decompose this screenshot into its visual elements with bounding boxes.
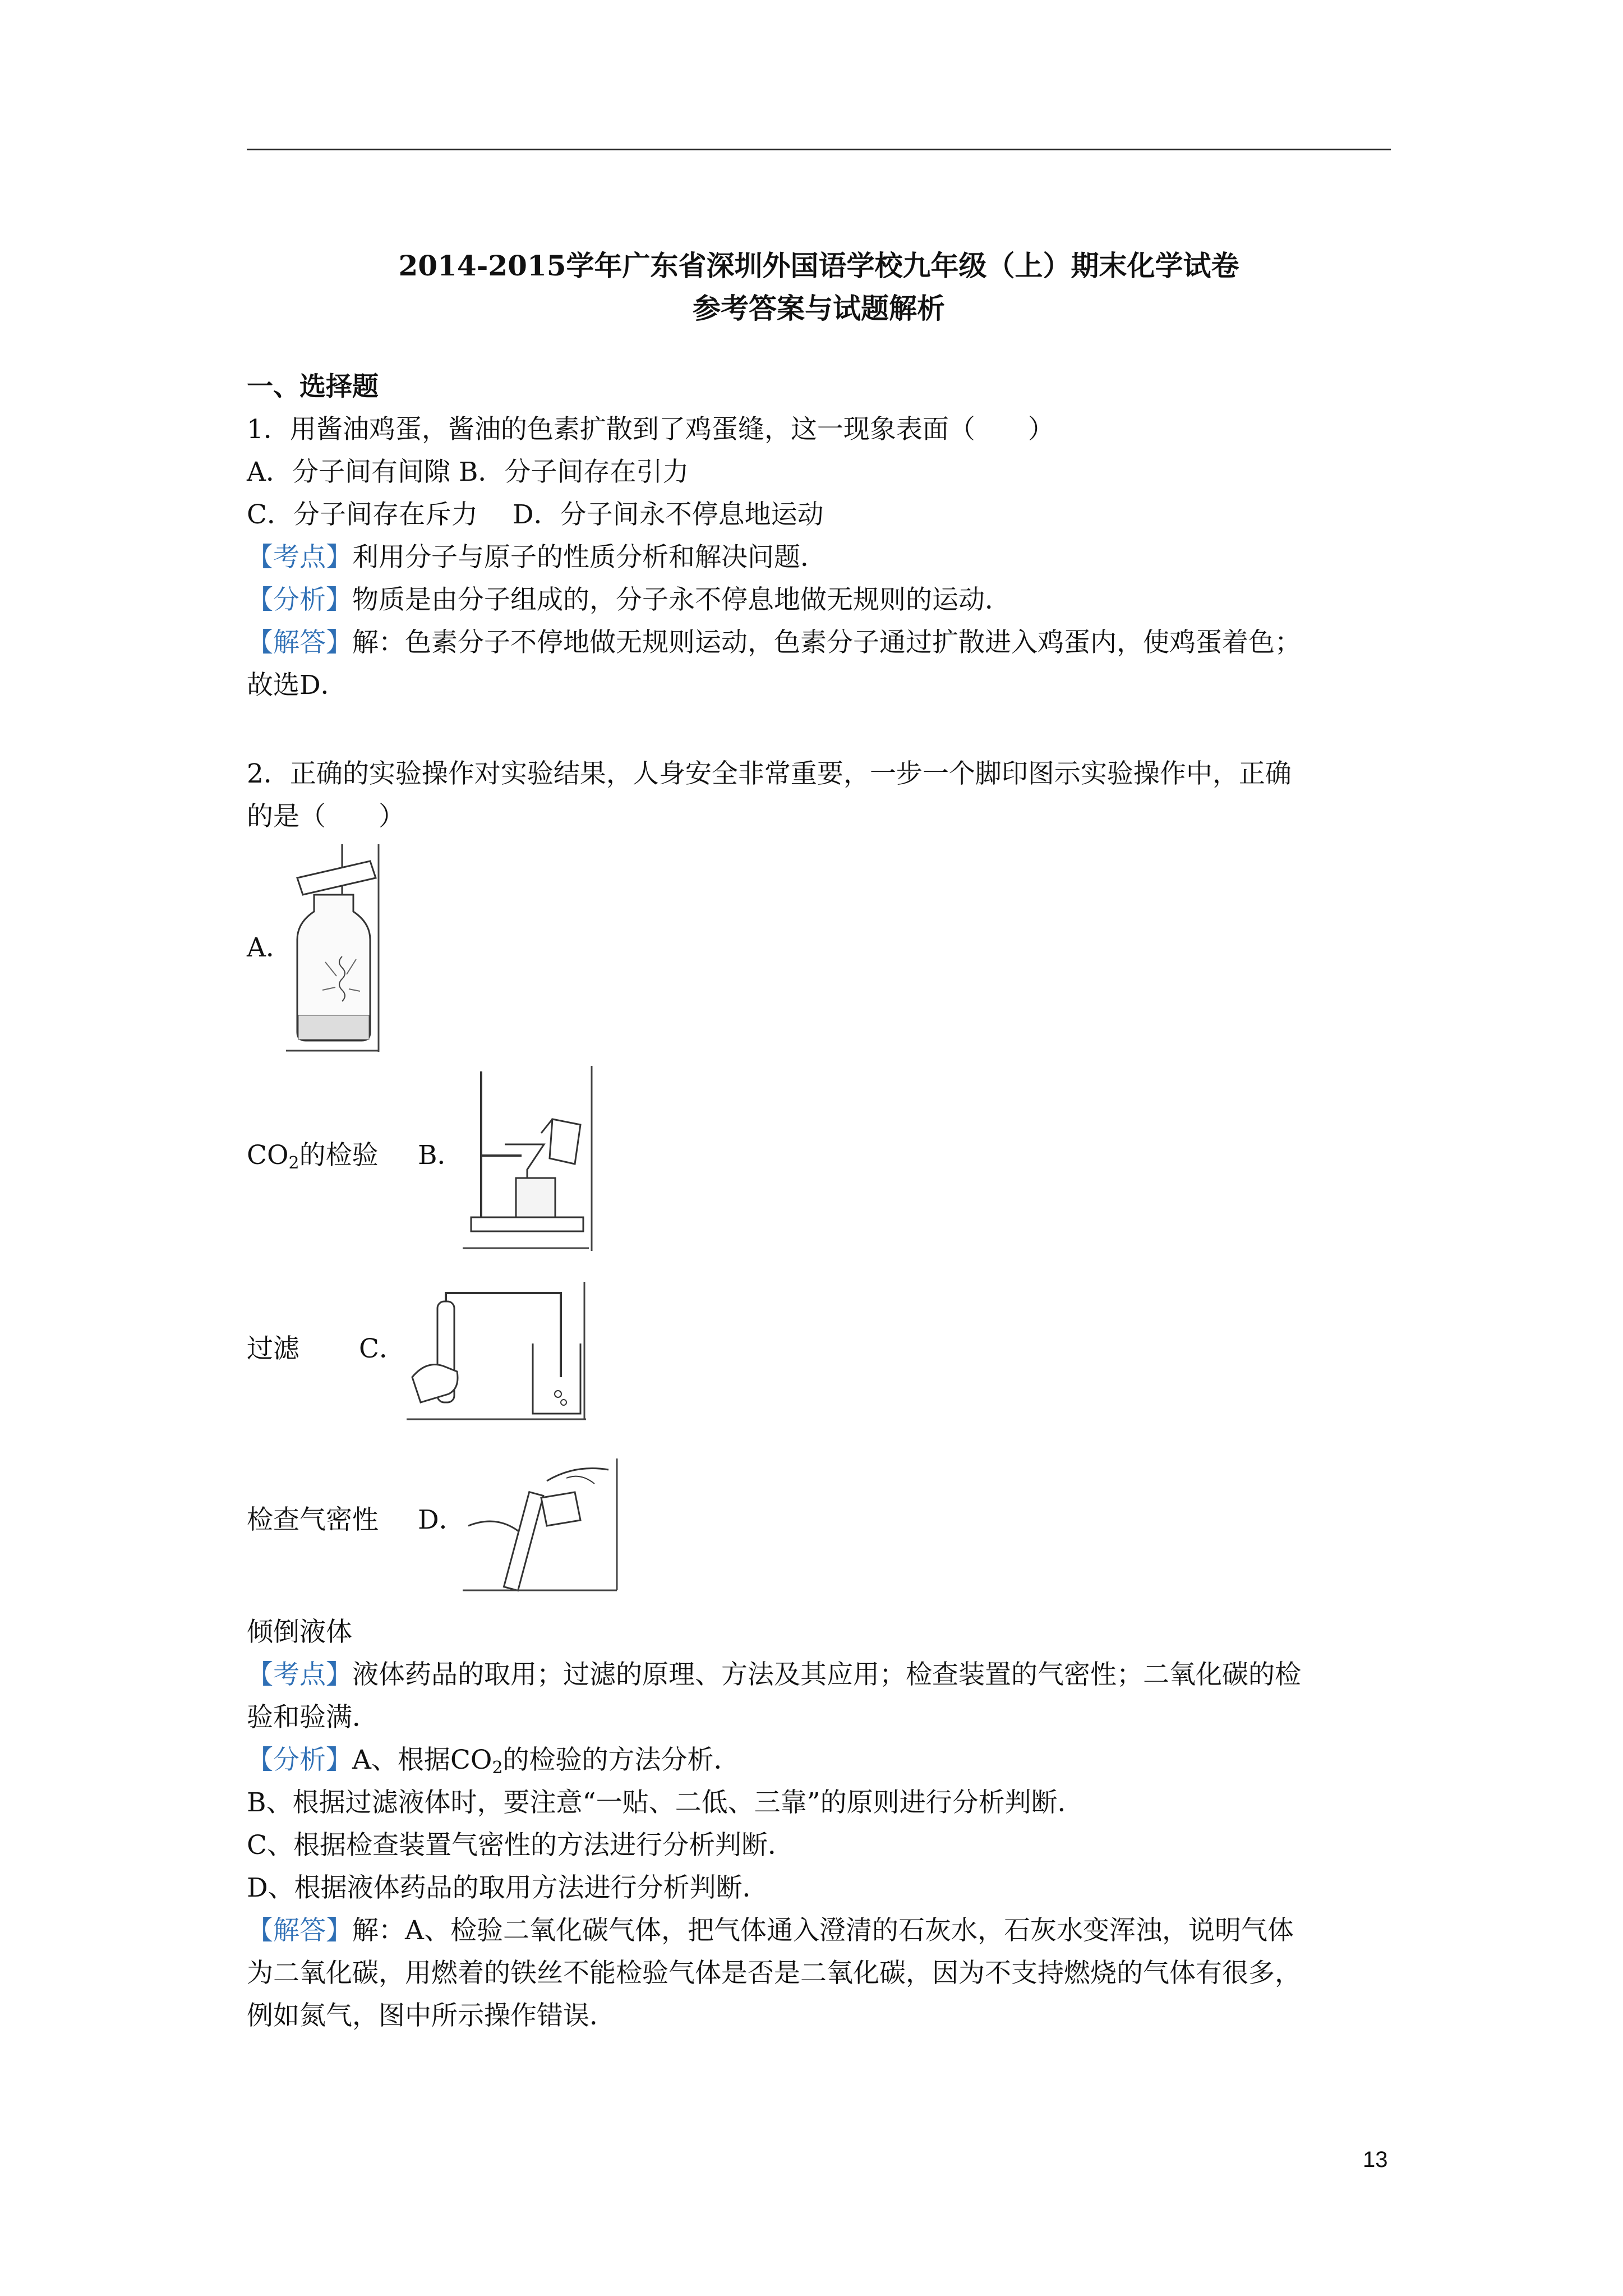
q2-kaodian-cont: 验和验满． bbox=[247, 1702, 379, 1733]
q2-caption-d: 倾倒液体 bbox=[247, 1617, 352, 1648]
fenxi-tag: 【分析】 bbox=[247, 1745, 352, 1775]
q1-jieda-text: 解：色素分子不停地做无规则运动，色素分子通过扩散进入鸡蛋内，使鸡蛋着色； bbox=[352, 627, 1301, 658]
q1-options-ab: A．分子间有间隙 B．分子间存在引力 bbox=[247, 457, 689, 487]
q1-stem: 1．用酱油鸡蛋，酱油的色素扩散到了鸡蛋缝，这一现象表面（ ） bbox=[247, 414, 1054, 445]
q2-fenxi-b: B、根据过滤液体时，要注意“一贴、二低、三靠”的原则进行分析判断． bbox=[247, 1787, 1084, 1818]
q2-kaodian bbox=[247, 1658, 1301, 1692]
q1-fenxi bbox=[247, 583, 1011, 617]
fenxi-tag: 【分析】 bbox=[247, 585, 352, 615]
q2-jieda-line3: 例如氮气，图中所示操作错误． bbox=[247, 2000, 616, 2031]
q2-caption-a: $CO_2$的检验 bbox=[247, 1140, 379, 1173]
q2-caption-b: 过滤 bbox=[247, 1333, 299, 1364]
q2-jieda-line2: 为二氧化碳，用燃着的铁丝不能检验气体是否是二氧化碳，因为不支持燃烧的气体有很多， bbox=[247, 1958, 1301, 1989]
q2-option-c-label: C． bbox=[359, 1333, 405, 1364]
header-rule bbox=[247, 149, 1391, 150]
kaodian-tag: 【考点】 bbox=[247, 542, 352, 573]
q2-option-a-label: A． bbox=[247, 932, 292, 963]
q1-kaodian bbox=[247, 541, 827, 574]
airtightness-figure bbox=[404, 1282, 589, 1422]
page-number: 13 bbox=[1363, 2147, 1388, 2172]
jieda-tag: 【解答】 bbox=[247, 1915, 352, 1946]
q2-fenxi: 【分析】A、根据$CO_2$的检验的方法分析． bbox=[247, 1745, 740, 1778]
q1-jieda bbox=[247, 626, 1301, 660]
q1-fenxi-text: 物质是由分子组成的，分子永不停息地做无规则的运动． bbox=[352, 585, 1011, 615]
q2-fenxi-c: C、根据检查装置气密性的方法进行分析判断． bbox=[247, 1830, 794, 1861]
section-heading: 一、选择题 bbox=[247, 371, 379, 402]
q2-fenxi-d: D、根据液体药品的取用方法进行分析判断． bbox=[247, 1872, 769, 1903]
q2-option-b-label: B． bbox=[418, 1140, 464, 1171]
q2-kaodian-text: 液体药品的取用；过滤的原理、方法及其应用；检查装置的气密性；二氧化碳的检 bbox=[352, 1659, 1301, 1690]
q2-stem-line1: 2．正确的实验操作对实验结果，人身安全非常重要，一步一个脚印图示实验操作中，正确 bbox=[247, 758, 1292, 789]
q2-jieda bbox=[247, 1914, 1294, 1948]
q2-jieda-text: 解：A、检验二氧化碳气体，把气体通入澄清的石灰水，石灰水变浑浊，说明气体 bbox=[352, 1915, 1294, 1946]
q1-kaodian-text: 利用分子与原子的性质分析和解决问题． bbox=[352, 542, 827, 573]
q2-caption-c: 检查气密性 bbox=[247, 1504, 379, 1535]
bottle-burning-figure bbox=[286, 844, 381, 1052]
pouring-liquid-figure bbox=[463, 1458, 620, 1593]
q2-option-d-label: D． bbox=[418, 1504, 465, 1535]
q2-stem-line2: 的是（ ） bbox=[247, 801, 405, 832]
q1-options-cd: C．分子间存在斥力 D．分子间永不停息地运动 bbox=[247, 499, 824, 530]
document-title: 2014-2015学年广东省深圳外国语学校九年级（上）期末化学试卷 bbox=[398, 249, 1239, 282]
kaodian-tag: 【考点】 bbox=[247, 1659, 352, 1690]
jieda-tag: 【解答】 bbox=[247, 627, 352, 658]
document-subtitle: 参考答案与试题解析 bbox=[693, 292, 945, 325]
q1-answer: 故选D． bbox=[247, 670, 347, 701]
filtration-figure bbox=[460, 1066, 594, 1251]
